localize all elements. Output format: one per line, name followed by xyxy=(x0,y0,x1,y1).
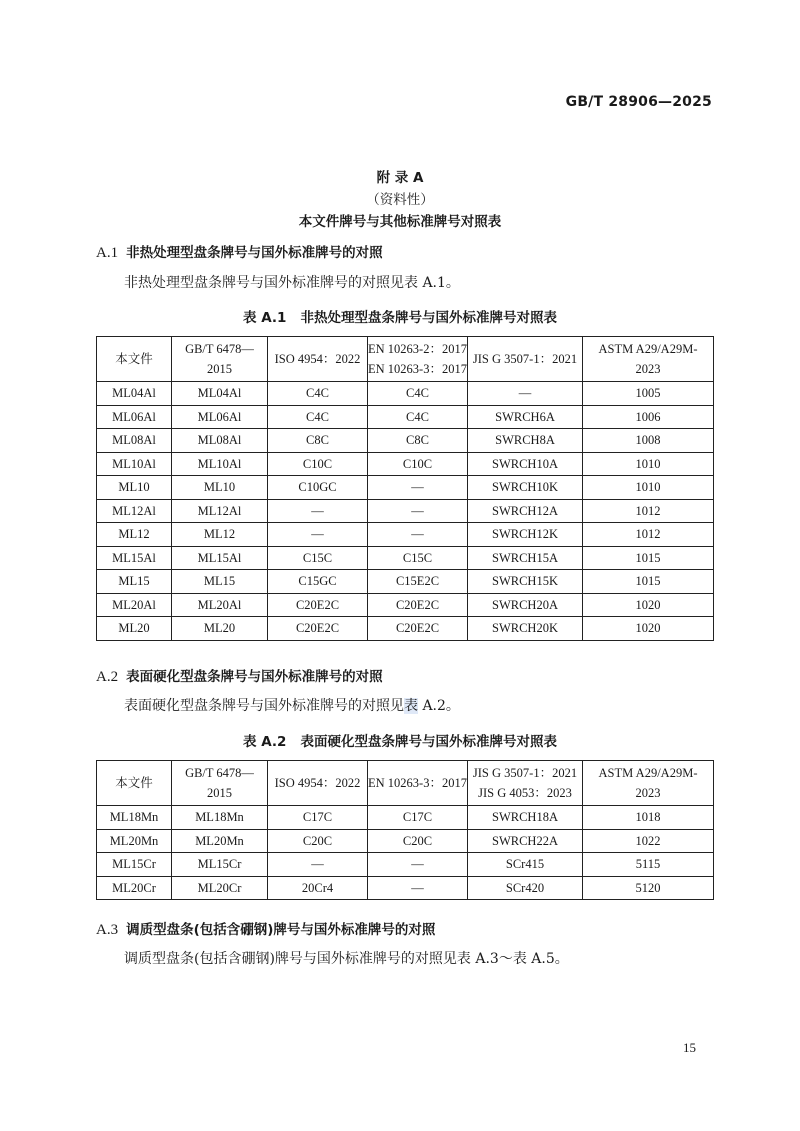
table-cell: ML12Al xyxy=(97,499,172,523)
paragraph-a2 xyxy=(124,695,460,715)
table-cell: C20E2C xyxy=(268,593,368,617)
table-a2 xyxy=(96,760,714,900)
table-header-cell xyxy=(268,761,368,806)
header-line: 本文件 xyxy=(115,775,153,790)
table-cell: ML10 xyxy=(97,476,172,500)
section-heading-a2 xyxy=(96,665,383,686)
table-header-cell xyxy=(583,761,714,806)
table-header-cell xyxy=(368,761,468,806)
table-cell: C4C xyxy=(268,382,368,406)
table-cell: — xyxy=(268,523,368,547)
table-row xyxy=(97,476,714,500)
table-row xyxy=(97,382,714,406)
table-cell: 1005 xyxy=(583,382,714,406)
table-cell: ML20Cr xyxy=(97,876,172,900)
header-line: JIS G 3507-1：2021 xyxy=(472,352,578,366)
table-cell: ML04Al xyxy=(97,382,172,406)
table-cell: — xyxy=(368,876,468,900)
table-cell: ML15Cr xyxy=(172,853,268,877)
table-cell: — xyxy=(268,499,368,523)
table-number: 表 A.1 xyxy=(243,310,287,326)
table-title: 非热处理型盘条牌号与国外标准牌号对照表 xyxy=(300,310,557,326)
table-row xyxy=(97,405,714,429)
table-cell: ML04Al xyxy=(172,382,268,406)
table-cell: ML15 xyxy=(172,570,268,594)
table-cell: C4C xyxy=(368,405,468,429)
table-header-cell xyxy=(172,337,268,382)
table-cell: C20C xyxy=(268,829,368,853)
table-cell: ML06Al xyxy=(172,405,268,429)
table-cell: ML20Cr xyxy=(172,876,268,900)
table-row xyxy=(97,499,714,523)
table-cell: SWRCH22A xyxy=(468,829,583,853)
table-cell: ML20Mn xyxy=(172,829,268,853)
table-cell: 1012 xyxy=(583,523,714,547)
table-number: 表 A.2 xyxy=(243,734,287,750)
table-cell: ML20 xyxy=(172,617,268,641)
paragraph-a1: 非热处理型盘条牌号与国外标准牌号的对照见表 A.1。 xyxy=(124,275,460,291)
header-line: 2015 xyxy=(207,362,232,376)
table-header-cell xyxy=(468,337,583,382)
table-cell: ML12 xyxy=(172,523,268,547)
header-line: JIS G 3507-1：2021 xyxy=(472,766,578,780)
table-cell: ML12 xyxy=(97,523,172,547)
table-title: 表面硬化型盘条牌号与国外标准牌号对照表 xyxy=(300,734,557,750)
table-cell: ML08Al xyxy=(172,429,268,453)
section-number: A.2 xyxy=(96,669,119,685)
table-cell: SWRCH6A xyxy=(468,405,583,429)
table-cell: 1018 xyxy=(583,806,714,830)
table-row xyxy=(97,593,714,617)
table-cell: 1010 xyxy=(583,476,714,500)
table-cell: ML18Mn xyxy=(172,806,268,830)
table-cell: ML08Al xyxy=(97,429,172,453)
paragraph-text: A.2。 xyxy=(418,698,460,714)
appendix-nature: （资料性） xyxy=(366,192,434,208)
table-cell: C4C xyxy=(268,405,368,429)
table-cell: — xyxy=(368,523,468,547)
table-cell: ML10 xyxy=(172,476,268,500)
table-cell: ML15Al xyxy=(172,546,268,570)
table-cell: C15GC xyxy=(268,570,368,594)
page-number: 15 xyxy=(683,1040,696,1055)
table-row xyxy=(97,806,714,830)
section-heading-a1 xyxy=(96,241,383,262)
table-cell: ML20Al xyxy=(172,593,268,617)
section-title: 表面硬化型盘条牌号与国外标准牌号的对照 xyxy=(126,669,383,685)
table-a1 xyxy=(96,336,714,641)
table-cell: 1006 xyxy=(583,405,714,429)
table-cell: SWRCH15K xyxy=(468,570,583,594)
table-cell: 1020 xyxy=(583,593,714,617)
table-cell: ML15 xyxy=(97,570,172,594)
header-line: GB/T 6478— xyxy=(185,342,254,356)
highlighted-text: 表 xyxy=(404,698,418,714)
header-line: ISO 4954：2022 xyxy=(274,776,361,790)
header-line: JIS G 4053：2023 xyxy=(478,786,572,800)
table-cell: ML20Mn xyxy=(97,829,172,853)
table-cell: SWRCH18A xyxy=(468,806,583,830)
standard-code: GB/T 28906—2025 xyxy=(565,94,712,110)
table-cell: SWRCH10K xyxy=(468,476,583,500)
table-header-cell xyxy=(583,337,714,382)
table-header-row xyxy=(97,761,714,806)
table-cell: — xyxy=(368,853,468,877)
table-cell: C10GC xyxy=(268,476,368,500)
table-cell: — xyxy=(368,499,468,523)
table-cell: SCr420 xyxy=(468,876,583,900)
table-cell: C8C xyxy=(268,429,368,453)
table-row xyxy=(97,876,714,900)
table-cell: 1022 xyxy=(583,829,714,853)
table-cell: C20C xyxy=(368,829,468,853)
table-cell: C20E2C xyxy=(368,617,468,641)
table-cell: C10C xyxy=(368,452,468,476)
table-cell: — xyxy=(468,382,583,406)
table-cell: SWRCH20K xyxy=(468,617,583,641)
table-header-row xyxy=(97,337,714,382)
table-header-cell xyxy=(97,337,172,382)
table-row xyxy=(97,546,714,570)
table-cell: C15C xyxy=(268,546,368,570)
table-cell: C15E2C xyxy=(368,570,468,594)
paragraph-a3: 调质型盘条(包括含硼钢)牌号与国外标准牌号的对照见表 A.3～表 A.5。 xyxy=(124,951,569,967)
table-row xyxy=(97,523,714,547)
table-header-cell xyxy=(468,761,583,806)
table-cell: — xyxy=(368,476,468,500)
table-cell: C4C xyxy=(368,382,468,406)
header-line: 2015 xyxy=(207,786,232,800)
table-cell: C17C xyxy=(368,806,468,830)
table-header-cell xyxy=(368,337,468,382)
table-cell: 20Cr4 xyxy=(268,876,368,900)
table-cell: ML18Mn xyxy=(97,806,172,830)
header-line: EN 10263-3：2017 xyxy=(368,362,467,376)
header-line: GB/T 6478— xyxy=(185,766,254,780)
header-line: ISO 4954：2022 xyxy=(274,352,361,366)
table-cell: SCr415 xyxy=(468,853,583,877)
section-title: 调质型盘条(包括含硼钢)牌号与国外标准牌号的对照 xyxy=(126,922,436,938)
table-cell: 1008 xyxy=(583,429,714,453)
table-cell: SWRCH15A xyxy=(468,546,583,570)
table-header-cell xyxy=(268,337,368,382)
table-cell: ML20Al xyxy=(97,593,172,617)
header-line: 2023 xyxy=(635,786,661,800)
table-cell: C8C xyxy=(368,429,468,453)
table-cell: C17C xyxy=(268,806,368,830)
table-cell: ML20 xyxy=(97,617,172,641)
section-title: 非热处理型盘条牌号与国外标准牌号的对照 xyxy=(126,245,383,261)
header-line: 本文件 xyxy=(115,351,153,366)
table-cell: C20E2C xyxy=(368,593,468,617)
table-row xyxy=(97,429,714,453)
table-cell: SWRCH20A xyxy=(468,593,583,617)
section-number: A.1 xyxy=(96,245,119,261)
table-row xyxy=(97,617,714,641)
table-row xyxy=(97,853,714,877)
table-header-cell xyxy=(97,761,172,806)
table-cell: 5115 xyxy=(583,853,714,877)
table-cell: 1010 xyxy=(583,452,714,476)
table-cell: — xyxy=(268,853,368,877)
section-heading-a3 xyxy=(96,918,435,939)
table-cell: SWRCH10A xyxy=(468,452,583,476)
table-row xyxy=(97,570,714,594)
table-cell: SWRCH8A xyxy=(468,429,583,453)
table-cell: ML15Cr xyxy=(97,853,172,877)
table-cell: ML15Al xyxy=(97,546,172,570)
table-cell: 1020 xyxy=(583,617,714,641)
appendix-title: 本文件牌号与其他标准牌号对照表 xyxy=(298,214,502,230)
table-cell: 1015 xyxy=(583,546,714,570)
table-header-cell xyxy=(172,761,268,806)
header-line: ASTM A29/A29M- xyxy=(598,766,698,780)
table-cell: ML06Al xyxy=(97,405,172,429)
table-cell: SWRCH12K xyxy=(468,523,583,547)
header-line: EN 10263-3：2017 xyxy=(368,776,467,790)
appendix-label: 附 录 A xyxy=(376,170,424,186)
section-number: A.3 xyxy=(96,922,119,938)
table-cell: C15C xyxy=(368,546,468,570)
header-line: ASTM A29/A29M- xyxy=(598,342,698,356)
header-line: 2023 xyxy=(635,362,661,376)
table-cell: ML12Al xyxy=(172,499,268,523)
table-cell: 1012 xyxy=(583,499,714,523)
table-cell: C20E2C xyxy=(268,617,368,641)
table-cell: ML10Al xyxy=(97,452,172,476)
table-cell: SWRCH12A xyxy=(468,499,583,523)
table-cell: 1015 xyxy=(583,570,714,594)
paragraph-text: 表面硬化型盘条牌号与国外标准牌号的对照见 xyxy=(124,698,404,714)
table-cell: C10C xyxy=(268,452,368,476)
table-row xyxy=(97,452,714,476)
table-a2-caption xyxy=(0,730,800,750)
table-cell: 5120 xyxy=(583,876,714,900)
table-a1-caption xyxy=(0,306,800,326)
header-line: EN 10263-2：2017 xyxy=(368,342,467,356)
table-row xyxy=(97,829,714,853)
table-cell: ML10Al xyxy=(172,452,268,476)
